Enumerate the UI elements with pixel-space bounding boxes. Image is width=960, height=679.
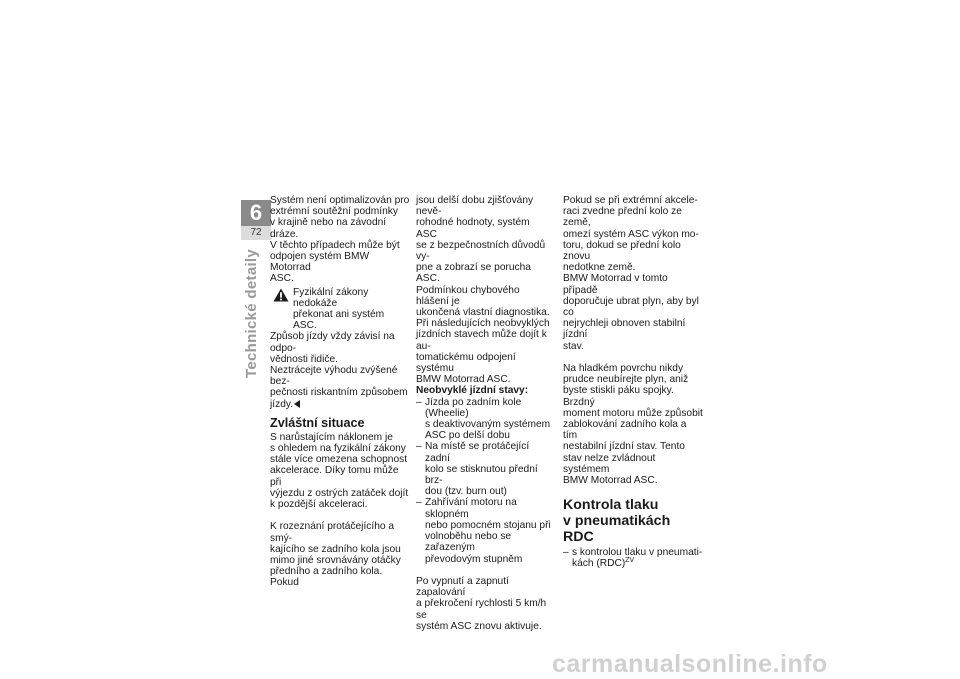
- rdc-list: [563, 547, 703, 569]
- list-item: – Zahřívání motoru na sklopném nebo pomocném stojanu při volnoběhu nebo se zařazeným převodovým stupněm: [416, 497, 552, 564]
- watermark: carmanualsonline.info: [552, 650, 828, 678]
- paragraph: Pokud se při extrémní akcele- raci zvedne přední kolo ze země, omezí systém ASC výkon mo- toru, dokud se přední kolo znovu nedotkne země. BMW Motorrad v tomto případě doporučuje ubrat plyn, aby byl co nejrychleji obnoven stabilní jízdní stav.: [563, 195, 699, 352]
- column-2: [416, 195, 552, 632]
- list-item-text: s kontrolou tlaku v pneumati- kách (RDC): [572, 547, 703, 570]
- section-heading: Kontrola tlaku v pneumatikách RDC: [563, 497, 671, 546]
- chapter-tab: [241, 200, 271, 240]
- warning-triangle-icon: [273, 288, 289, 302]
- warning-text-continued: [270, 331, 410, 409]
- chapter-side-title: Technické detaily: [243, 248, 260, 378]
- column-3: [563, 195, 703, 570]
- paragraph: jsou delší dobu zjišťovány nevě- rohodné hodnoty, systém ASC se z bezpečnostních důvodů vy- pne a zobrazí se porucha ASC. Podmínkou chybového hlášení je ukončená vlastní diagnostika. Při následujících neobvyklých jízdních stavech může dojít k au- tomatickému odpojení systému BMW Motorrad ASC.: [416, 195, 550, 386]
- list-item: – Na místě se protáčející zadní kolo se stisknutou přední brz- dou (tzv. burn out): [416, 441, 552, 497]
- page-number: 72: [241, 226, 271, 240]
- end-mark-icon: [294, 400, 300, 408]
- column-1: [270, 195, 410, 589]
- warning-text: Fyzikální zákony nedokáže překonat ani systém ASC.: [293, 286, 385, 332]
- paragraph: S narůstajícím náklonem je s ohledem na fyzikální zákony stále více omezena schopnost akcelerace. Díky tomu může při výjezdu z ostrých zatáček dojít k pozdější akceleraci.: [270, 431, 409, 511]
- paragraph: Na hladkém povrchu nikdy prudce neubírejte plyn, aniž byste stiskli páku spojky. Brzdný moment motoru může způsobit zablokování zadního kola a tím nestabilní jízdní stav. Tento stav nelze zvládnout systémem BMW Motorrad ASC.: [563, 363, 703, 487]
- paragraph: Systém není optimalizován pro extrémní soutěžní podmínky v krajině nebo na závodní dráze. V těchto případech může být odpojen systém BMW Motorrad ASC.: [270, 195, 410, 285]
- list-item: – Jízda po zadním kole (Wheelie) s deaktivovaným systémem ASC po delší dobu: [416, 397, 552, 442]
- paragraph: Po vypnutí a zapnutí zapalování a překročení rychlosti 5 km/h se systém ASC znovu aktivuje.: [416, 575, 547, 632]
- unusual-states-list: [416, 397, 552, 565]
- paragraph: K rozeznání protáčejícího a smý- kajícího se zadního kola jsou mimo jiné srovnávány otáčky předního a zadního kola. Pokud: [270, 521, 401, 589]
- section-heading: Zvláštní situace: [270, 415, 365, 430]
- warning-block: [270, 287, 410, 410]
- chapter-number: 6: [249, 200, 263, 225]
- optional-equipment-mark: ZV: [625, 557, 635, 565]
- warning-body: Způsob jízdy vždy závisí na odpo- vědnosti řidiče. Neztrácejte výhodu zvýšené bez- pečnosti riskantním způsobem jízdy.: [270, 331, 408, 410]
- subheading: Neobvyklé jízdní stavy:: [416, 385, 529, 397]
- list-item: [563, 547, 703, 569]
